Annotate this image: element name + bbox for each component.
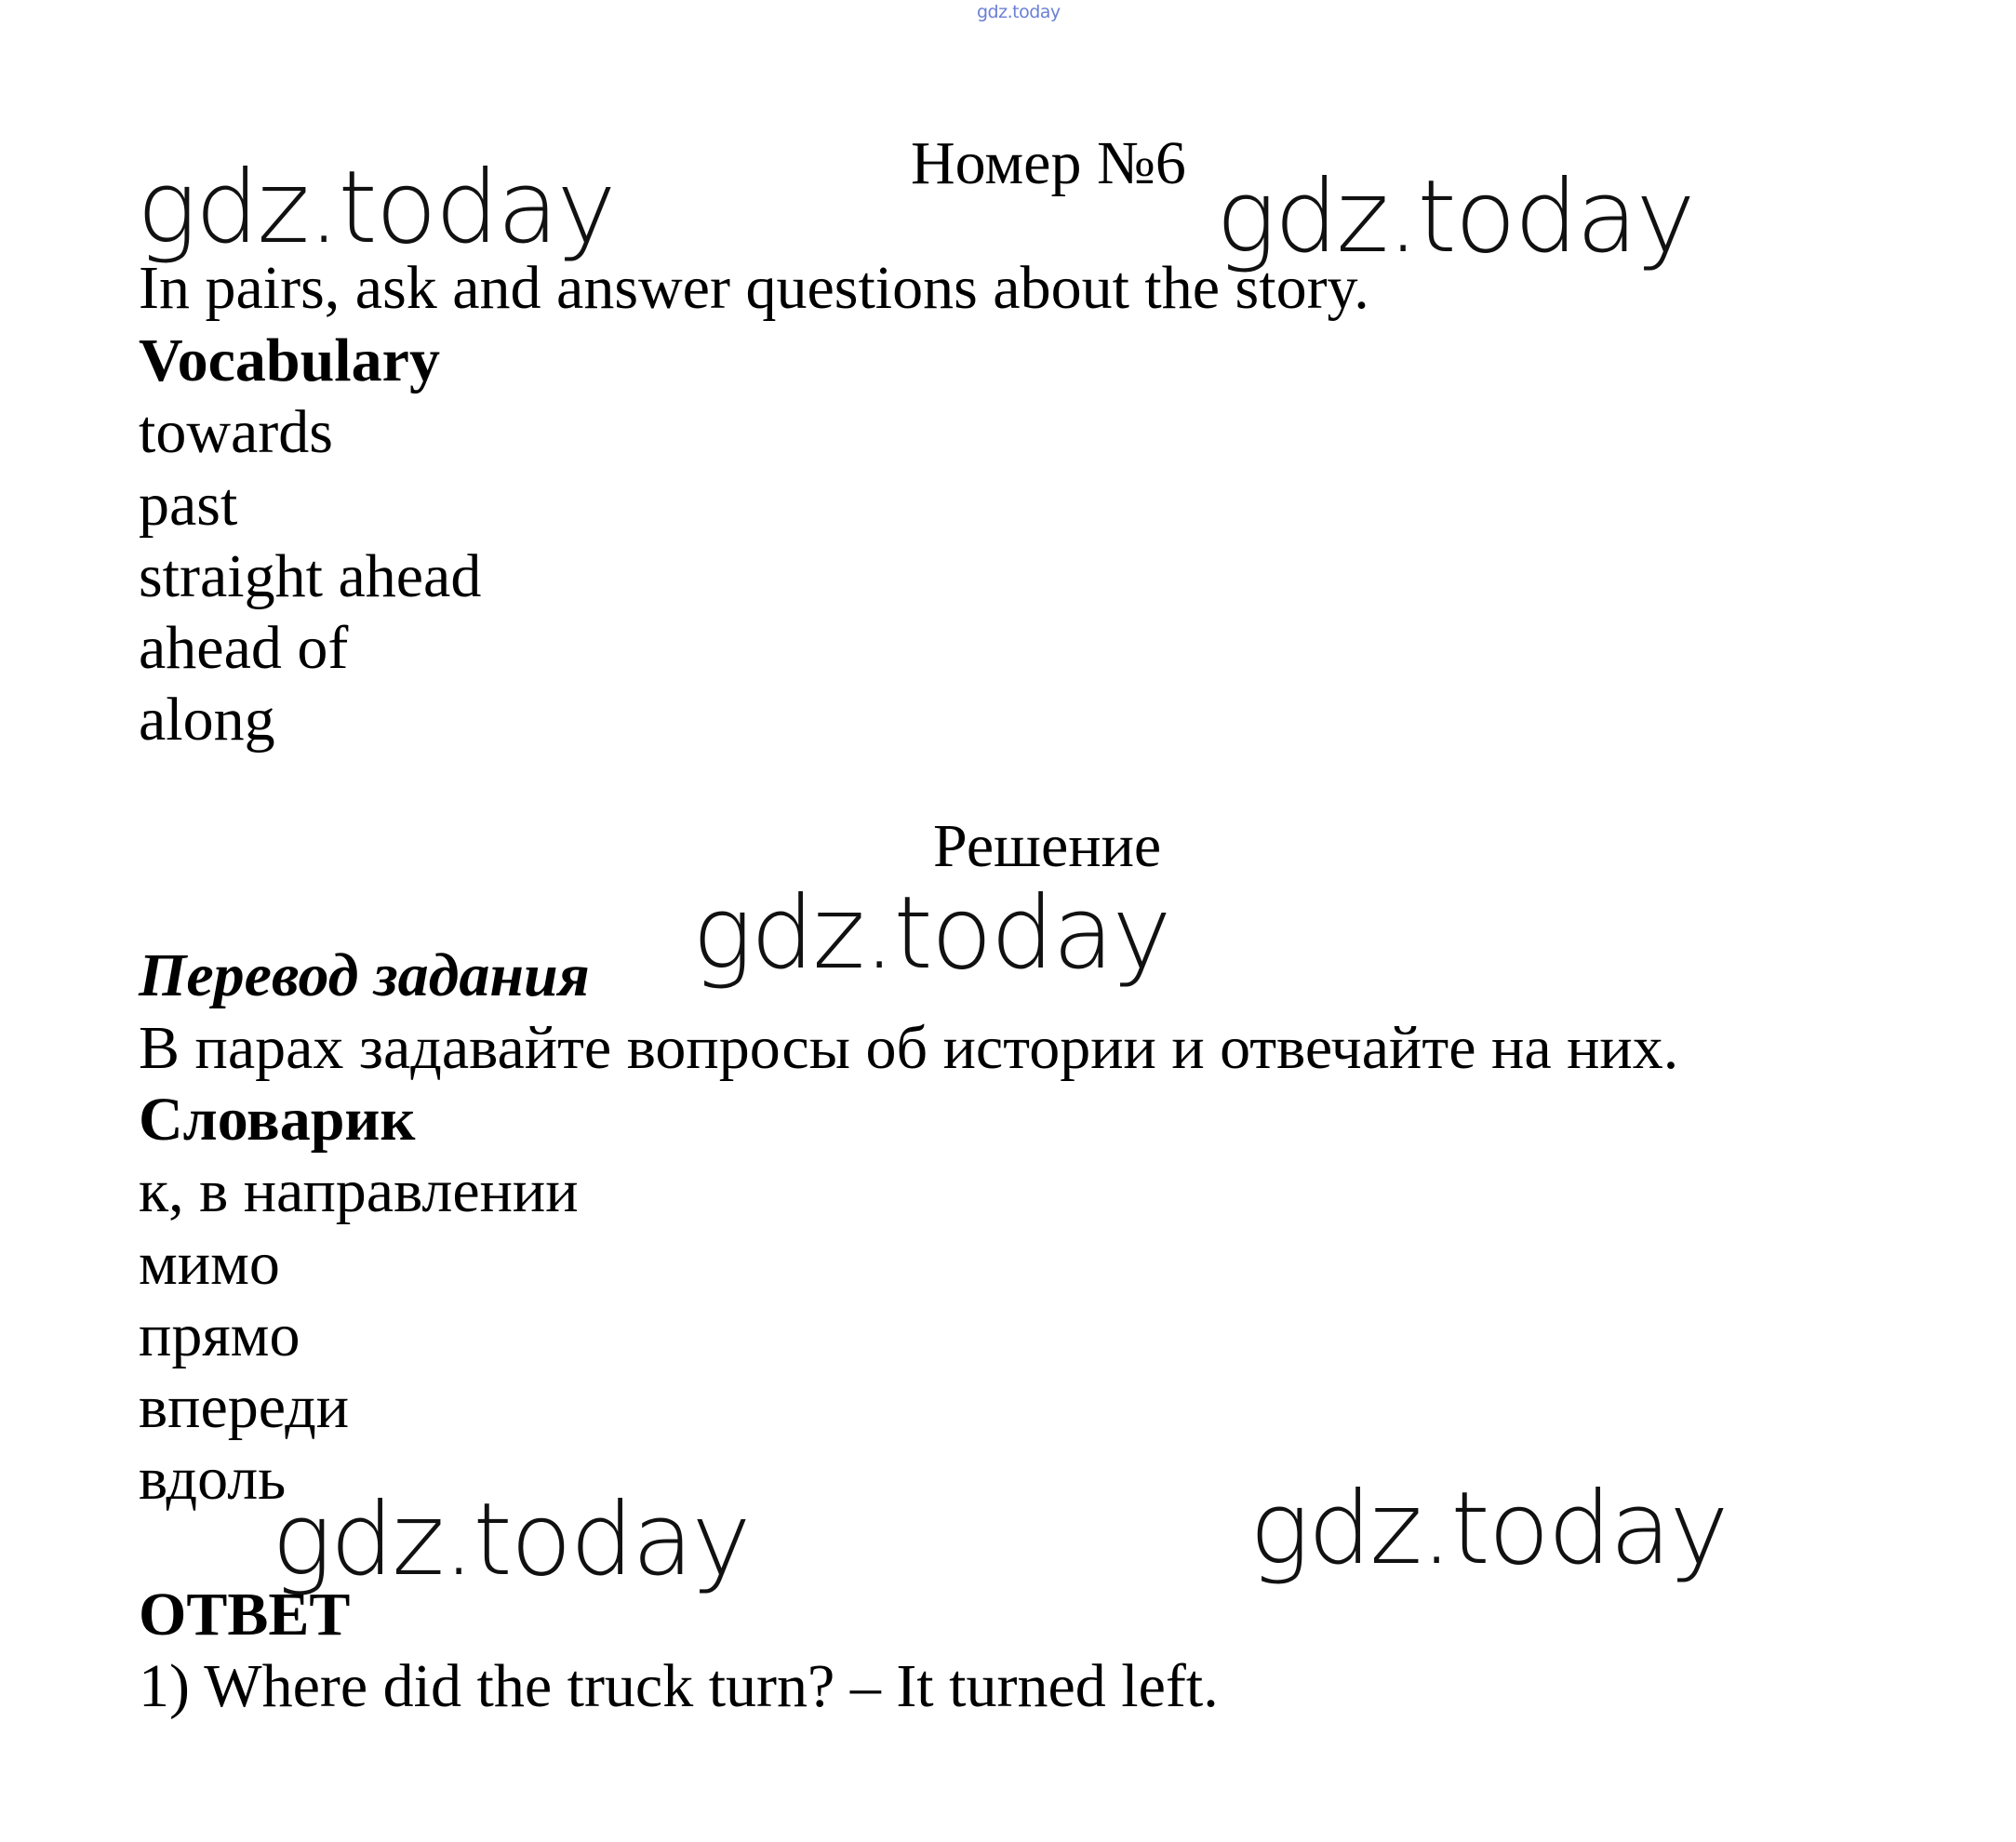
vocabulary-item: towards <box>139 398 333 466</box>
translation-vocabulary-item: впереди <box>139 1373 350 1441</box>
translation-vocabulary-item: мимо <box>139 1230 280 1298</box>
page-title: Номер №6 <box>911 129 1186 197</box>
answer-heading: ОТВЕТ <box>139 1581 351 1648</box>
watermark: gdz.today <box>1216 159 1694 275</box>
vocabulary-item: ahead of <box>139 614 349 682</box>
translation-vocabulary-item: к, в направлении <box>139 1157 579 1225</box>
watermark: gdz.today <box>137 150 615 266</box>
translation-heading: Перевод задания <box>139 941 590 1009</box>
vocabulary-item: along <box>139 686 275 754</box>
translation-vocabulary-item: прямо <box>139 1301 300 1369</box>
translation-instruction: В парах задавайте вопросы об истории и отвечайте на них. <box>139 1014 1679 1082</box>
vocabulary-heading: Vocabulary <box>139 327 440 394</box>
watermark: gdz.today <box>272 1482 750 1598</box>
translation-vocabulary-heading: Словарик <box>139 1086 416 1154</box>
watermark: gdz.today <box>692 875 1170 992</box>
vocabulary-item: past <box>139 471 238 539</box>
vocabulary-item: straight ahead <box>139 542 482 610</box>
translation-vocabulary-item: вдоль <box>139 1445 287 1513</box>
answer-line: 1) Where did the truck turn? – It turned left. <box>139 1652 1219 1720</box>
task-instruction: In pairs, ask and answer questions about the story. <box>139 254 1369 322</box>
top-watermark: gdz.today <box>977 2 1061 22</box>
solution-heading: Решение <box>933 812 1162 880</box>
watermark: gdz.today <box>1249 1471 1728 1587</box>
